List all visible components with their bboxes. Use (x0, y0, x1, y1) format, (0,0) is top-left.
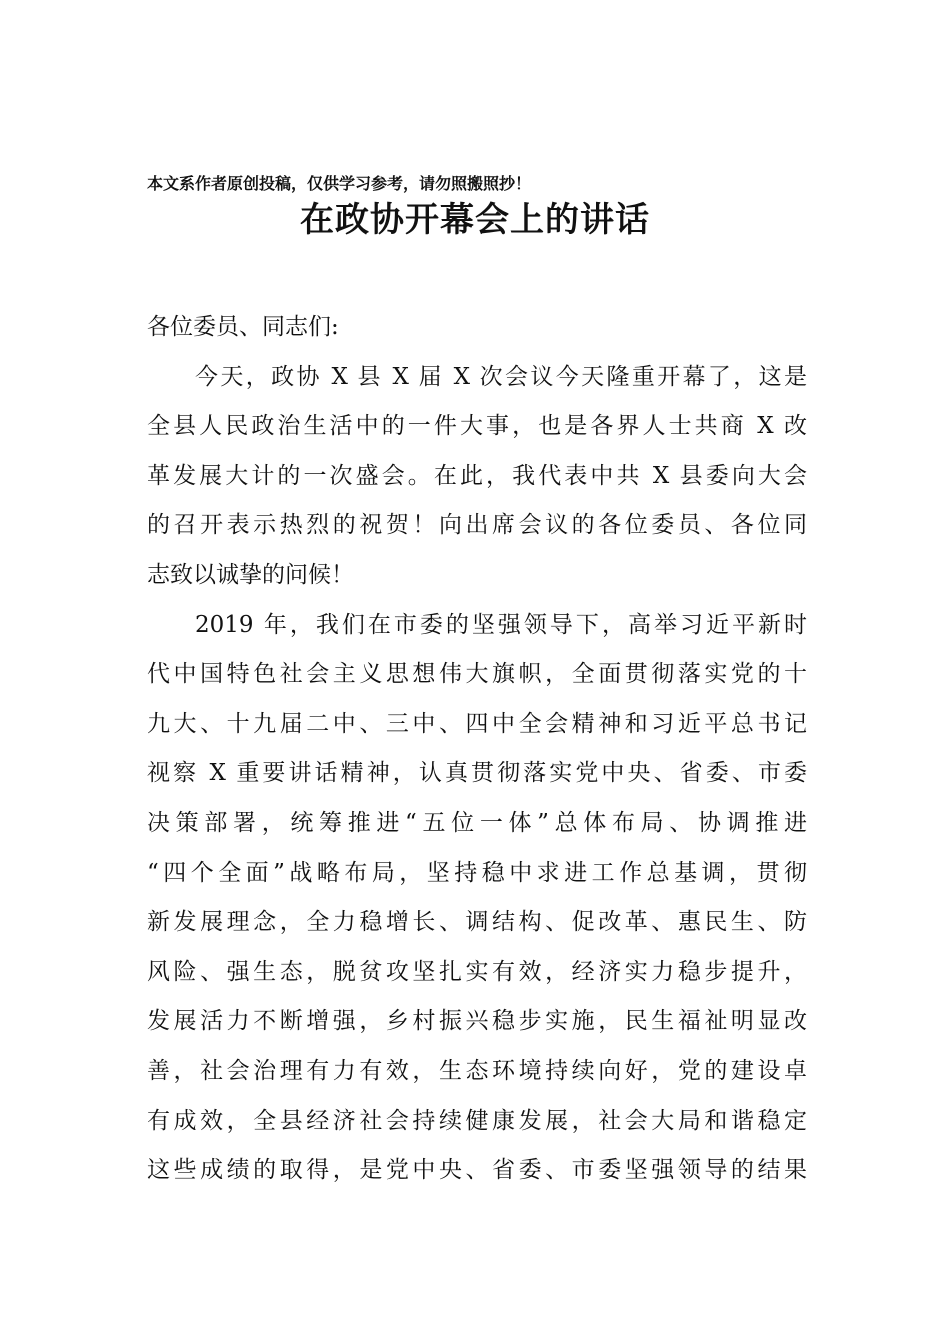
paragraph-line: 2019 年，我们在市委的坚强领导下，高举习近平新时 (195, 611, 807, 638)
copyright-notice: 本文系作者原创投稿，仅供学习参考，请勿照搬照抄！ (147, 174, 532, 193)
paragraph-line: 九大、十九届二中、三中、四中全会精神和习近平总书记 (147, 710, 807, 737)
salutation: 各位委员、同志们: (147, 314, 339, 340)
document-body (147, 303, 807, 1196)
paragraph-line: 风险、强生态，脱贫攻坚扎实有效，经济实力稳步提升， (147, 958, 807, 985)
paragraph-line: 的召开表示热烈的祝贺！向出席会议的各位委员、各位同 (147, 512, 807, 539)
paragraph-line: 决策部署，统筹推进“五位一体”总体布局、协调推进 (147, 809, 807, 836)
paragraph-line: 新发展理念，全力稳增长、调结构、促改革、惠民生、防 (147, 909, 807, 936)
paragraph-line: 有成效，全县经济社会持续健康发展，社会大局和谐稳定 (147, 1107, 807, 1134)
paragraph-line: 发展活力不断增强，乡村振兴稳步实施，民生福祉明显改 (147, 1008, 807, 1035)
paragraph-line: 善，社会治理有力有效，生态环境持续向好，党的建设卓 (147, 1057, 807, 1084)
paragraph-line: “四个全面”战略布局，坚持稳中求进工作总基调，贯彻 (147, 859, 807, 886)
document-title: 在政协开幕会上的讲话 (300, 200, 650, 240)
paragraph-line: 这些成绩的取得，是党中央、省委、市委坚强领导的结果 (147, 1157, 807, 1184)
paragraph-line: 革发展大计的一次盛会。在此，我代表中共 X 县委向大会 (147, 462, 807, 489)
paragraph-line: 今天，政协 X 县 X 届 X 次会议今天隆重开幕了，这是 (195, 363, 807, 390)
paragraph-line: 视察 X 重要讲话精神，认真贯彻落实党中央、省委、市委 (147, 760, 807, 787)
paragraph-line: 代中国特色社会主义思想伟大旗帜，全面贯彻落实党的十 (147, 661, 807, 688)
paragraph-line: 全县人民政治生活中的一件大事，也是各界人士共商 X 改 (147, 413, 807, 440)
paragraph-line: 志致以诚挚的问候！ (147, 561, 354, 588)
